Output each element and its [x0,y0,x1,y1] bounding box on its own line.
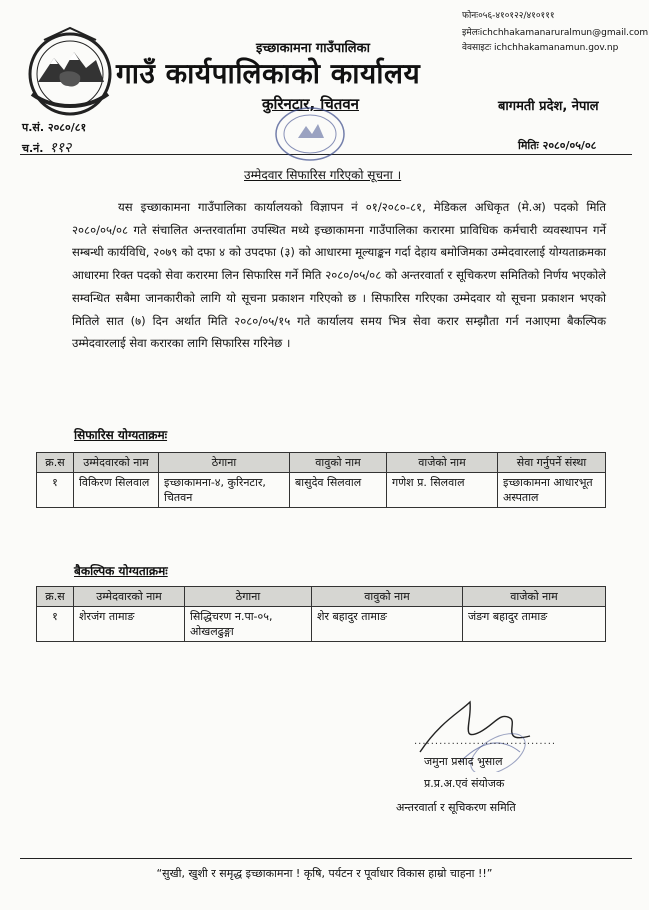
province: बागमती प्रदेश, नेपाल [498,99,599,114]
cell-grandfather-name: गणेश प्र. सिलवाल [387,473,498,508]
footer-divider [20,858,632,859]
table-row [37,607,606,642]
reference-cn-label: च.नं. [22,142,44,155]
cell-candidate-name: विकिरण सिलवाल [74,473,159,508]
contact-website: वेवसाइटः ichchhakamanamun.gov.np [462,43,619,53]
municipality-name: इच्छाकामना गाउँपालिका [256,41,370,56]
reference-ps: प.सं. २०८०/८१ [22,121,87,134]
col-grandfather-name: वाजेको नाम [463,587,606,607]
col-sn: क्र.स [37,453,74,473]
table-header-row [37,587,606,607]
nepal-emblem-logo [24,24,116,124]
col-candidate-name: उम्मेदवारको नाम [74,453,159,473]
alternate-table [36,586,606,642]
col-address: ठेगाना [185,587,312,607]
col-father-name: वावुको नाम [290,453,387,473]
signatory-name: जमुना प्रसाद भुसाल [424,755,503,768]
document-date: मितिः २०८०/०५/०८ [518,139,597,152]
signatory-title: प्र.प्र.अ.एवं संयोजक [424,777,505,790]
cell-address: सिद्धिचरण न.पा-०५, ओखलढुङ्गा [185,607,312,642]
cell-sn: १ [37,473,74,508]
reference-cn-value: ११२ [49,140,72,156]
office-stamp [262,98,358,168]
contact-email: इमेलःichchhakamanaruralmun@gmail.com [462,28,649,38]
col-sn: क्र.स [37,587,74,607]
contact-phone: फोनः०५६-४१०१२२/४१०१११ [462,11,555,21]
recommended-section-label: सिफारिस योग्यताक्रमः [74,428,168,442]
recommended-table [36,452,606,508]
table-header-row [37,453,606,473]
col-grandfather-name: वाजेको नाम [387,453,498,473]
notice-body: यस इच्छाकामना गाउँपालिका कार्यालयको विज्ञापन नं ०१/२०८०-८१, मेडिकल अधिकृत (मे.अ) पदको मिति २०८०/०५/०८ गते संचालित अन्तरवार्तामा उपस्थित मध्ये इच्छाकामना गाउँपालिका करारमा प्राविधिक कर्मचारी व्यवस्थापन गर्ने सम्बन्धी कार्यविधि, २०७९ को दफा ४ को उपदफा (३) को आधारमा मूल्याङ्कन गर्दा देहाय बमोजिमका उम्मेदवारलाई योग्यताक्रमका आधारमा रिक्त पदको सेवा करारमा लिन सिफारिस गर्ने मिति २०८०/०५/०८ को अन्तरवार्ता र सूचिकरण समितिको निर्णय भएकोले सम्वन्धित सबैमा जानकारीको लागि यो सूचना प्रकाशन गरिएको छ । सिफारिस गरिएका उम्मेदवार यो सूचना प्रकाशन भएको मितिले सात (७) दिन अर्थात मिति २०८०/०५/१५ गते कार्यालय समय भित्र सेवा करार सम्झौता गर्न नआएमा बैकल्पिक उम्मेदवारलाई सेवा करारका लागि सिफारिस गरिनेछ । [72,200,606,351]
cell-sn: १ [37,607,74,642]
footer-slogan: “सुखी, खुशी र समृद्ध इच्छाकामना ! कृषि, पर्यटन र पूर्वाधार विकास हाम्रो चाहना !!” [156,867,493,880]
notice-title: उम्मेदवार सिफारिस गरिएको सूचना । [244,168,402,182]
col-candidate-name: उम्मेदवारको नाम [74,587,185,607]
col-father-name: वावुको नाम [312,587,463,607]
office-place: कुरिनटार, चितवन [262,95,359,113]
signatory-committee: अन्तरवार्ता र सूचिकरण समिति [396,801,516,814]
office-title: गाउँ कार्यपालिकाको कार्यालय [116,57,421,90]
cell-institution: इच्छाकामना आधारभूत अस्पताल [498,473,606,508]
signature-dotted-line: .................................. [414,736,557,747]
col-address: ठेगाना [159,453,290,473]
alternate-section-label: बैकल्पिक योग्यताक्रमः [74,564,168,578]
cell-candidate-name: शेरजंग तामाङ [74,607,185,642]
table-row [37,473,606,508]
cell-father-name: शेर बहादुर तामाङ [312,607,463,642]
cell-address: इच्छाकामना-४, कुरिनटार, चितवन [159,473,290,508]
cell-father-name: बासुदेव सिलवाल [290,473,387,508]
col-institution: सेवा गर्नुपर्ने संस्था [498,453,606,473]
cell-grandfather-name: जंङग बहादुर तामाङ [463,607,606,642]
